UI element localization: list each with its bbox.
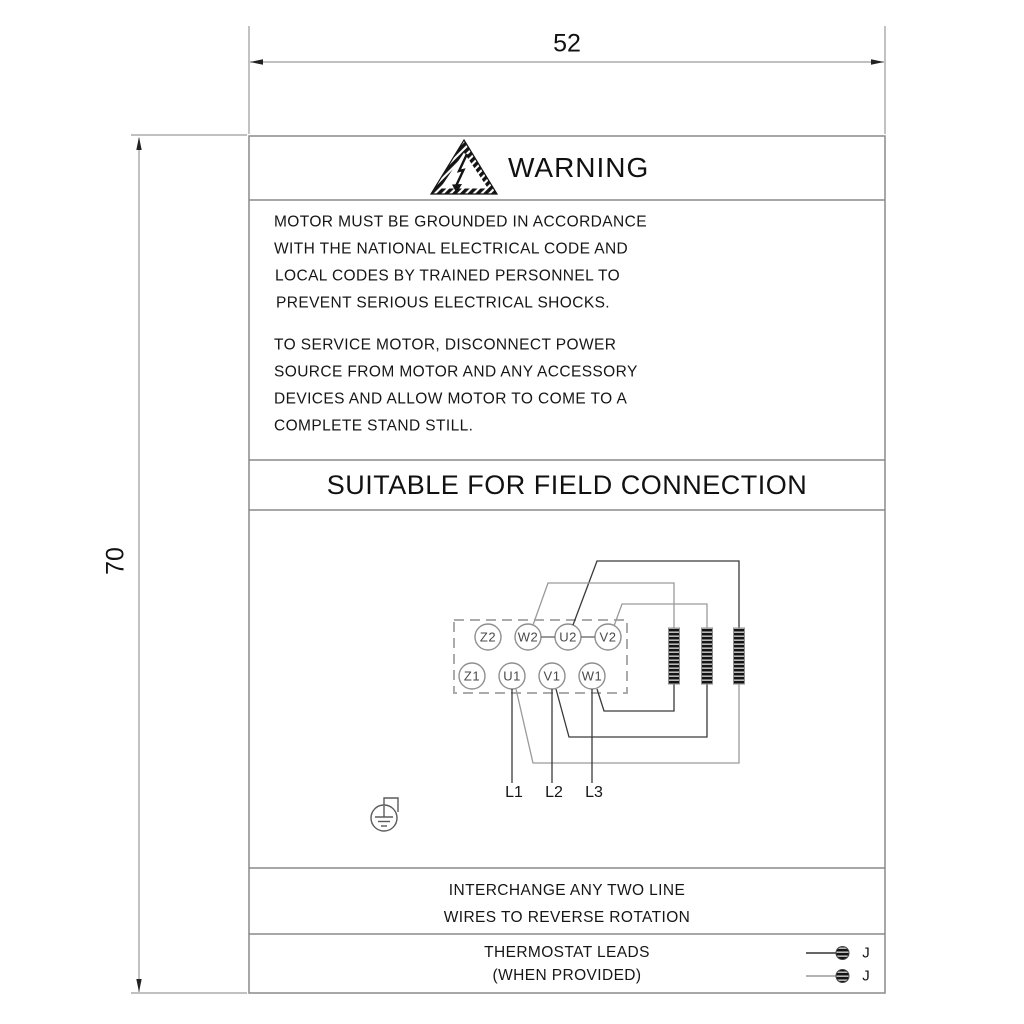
- lead-label-j1: J: [862, 944, 870, 962]
- para1-line4: PREVENT SERIOUS ELECTRICAL SHOCKS.: [276, 294, 611, 312]
- para2-line1: TO SERVICE MOTOR, DISCONNECT POWER: [274, 336, 617, 354]
- dim-arrow-bottom: [136, 979, 141, 992]
- thermostat-line2: (WHEN PROVIDED): [492, 967, 642, 984]
- terminal-label-w2: W2: [517, 629, 539, 645]
- wire-v-phase: [556, 604, 707, 737]
- terminal-label-w1: W1: [581, 668, 603, 684]
- line-label-l1: L1: [505, 784, 523, 801]
- terminal-label-v1: V1: [543, 668, 561, 684]
- coil-2: [702, 628, 713, 684]
- field-connection-title: SUITABLE FOR FIELD CONNECTION: [326, 470, 808, 500]
- height-dimension: [131, 135, 247, 993]
- terminal-label-z2: Z2: [479, 629, 497, 645]
- winding-coils: [669, 628, 745, 684]
- dim-arrow-top: [136, 137, 141, 150]
- coil-1: [669, 628, 680, 684]
- label-frame: [249, 136, 885, 993]
- coil-3: [734, 628, 745, 684]
- lead-label-j2: J: [862, 967, 870, 985]
- dim-arrow-left: [250, 59, 263, 64]
- para2-line4: COMPLETE STAND STILL.: [274, 417, 474, 435]
- terminal-label-u1: U1: [503, 668, 521, 684]
- supply-line-drops: [512, 689, 592, 783]
- interchange-line1: INTERCHANGE ANY TWO LINE: [448, 882, 686, 899]
- para2-line2: SOURCE FROM MOTOR AND ANY ACCESSORY: [274, 363, 638, 381]
- terminal-label-u2: U2: [559, 629, 577, 645]
- width-dimension-label: 52: [553, 29, 581, 58]
- interchange-line2: WIRES TO REVERSE ROTATION: [443, 909, 691, 926]
- warning-title: WARNING: [508, 152, 650, 183]
- para1-line3: LOCAL CODES BY TRAINED PERSONNEL TO: [275, 267, 621, 285]
- terminal-label-v2: V2: [599, 629, 617, 645]
- para2-line3: DEVICES AND ALLOW MOTOR TO COME TO A: [274, 390, 628, 408]
- high-voltage-warning-icon: [431, 140, 497, 194]
- dim-arrow-right: [871, 59, 884, 64]
- thermostat-line1: THERMOSTAT LEADS: [484, 944, 650, 961]
- para1-line1: MOTOR MUST BE GROUNDED IN ACCORDANCE: [274, 213, 647, 231]
- height-dimension-label: 70: [101, 547, 130, 575]
- para1-line2: WITH THE NATIONAL ELECTRICAL CODE AND: [274, 240, 629, 258]
- terminal-label-z1: Z1: [463, 668, 481, 684]
- line-label-l3: L3: [585, 784, 603, 801]
- line-label-l2: L2: [545, 784, 563, 801]
- ground-symbol-icon: [371, 798, 398, 831]
